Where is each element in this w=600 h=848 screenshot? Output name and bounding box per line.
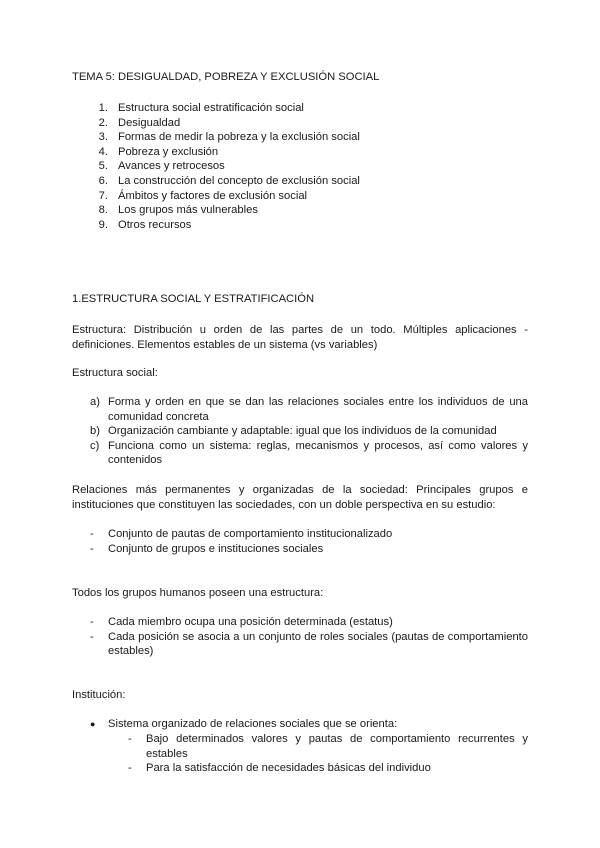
document-title: TEMA 5: DESIGUALDAD, POBREZA Y EXCLUSIÓN SOCIAL — [72, 71, 380, 83]
section-heading: 1.ESTRUCTURA SOCIAL Y ESTRATIFICACIÓN — [72, 293, 315, 305]
list-item-text — [108, 424, 528, 439]
abc-list — [90, 395, 528, 468]
toc-item — [88, 145, 508, 160]
list-marker: - — [90, 528, 94, 540]
estructura-definition — [72, 323, 528, 352]
list-line: comunidad concreta — [108, 410, 209, 423]
paragraph-line: Estructura: Distribución u orden de las partes de un todo. Múltiples aplicaciones - — [72, 324, 528, 336]
estructura-social-label: Estructura social: — [72, 367, 158, 379]
list-line: Bajo determinados valores y pautas de comportamiento recurrentes y — [146, 733, 528, 745]
list-item-text: Conjunto de grupos e instituciones sociales — [108, 542, 324, 555]
toc-label: Ámbitos y factores de exclusión social — [118, 189, 308, 202]
dash-list — [90, 615, 528, 659]
toc-number: 4. — [98, 145, 108, 158]
toc-number: 7. — [98, 189, 108, 202]
list-item — [128, 761, 528, 776]
toc-label: Los grupos más vulnerables — [118, 204, 258, 217]
toc-item — [88, 130, 508, 145]
list-item — [90, 717, 528, 732]
bullet-list — [90, 717, 528, 732]
list-item-text — [108, 630, 528, 659]
toc-item — [88, 116, 508, 131]
list-line: Cada posición se asocia a un conjunto de roles sociales (pautas de comportamiento — [108, 630, 528, 643]
paragraph-line: Relaciones más permanentes y organizadas de la sociedad: Principales grupos e — [72, 484, 528, 496]
toc-item — [88, 189, 508, 204]
list-line: Forma y orden en que se dan las relaciones sociales entre los individuos de una — [108, 396, 528, 408]
list-marker: a) — [90, 396, 100, 408]
toc-number: 6. — [98, 174, 108, 187]
list-line: estables) — [108, 645, 154, 657]
list-line: Para la satisfacción de necesidades básicas del individuo — [146, 762, 431, 774]
institucion-label: Institución: — [72, 689, 126, 701]
list-marker: c) — [90, 439, 100, 452]
list-item — [90, 630, 528, 659]
toc-label: La construcción del concepto de exclusión social — [118, 174, 360, 187]
list-item — [90, 542, 528, 557]
list-item-text — [146, 732, 528, 761]
toc-label: Desigualdad — [118, 116, 181, 129]
toc-label: Otros recursos — [118, 218, 192, 231]
toc-label: Avances y retrocesos — [118, 160, 225, 173]
toc-number: 2. — [98, 116, 108, 129]
list-line: Organización cambiante y adaptable: igual que los individuos de la comunidad — [108, 425, 497, 437]
table-of-contents — [88, 101, 508, 232]
toc-label: Estructura social estratificación social — [118, 102, 304, 114]
toc-number: 5. — [98, 160, 108, 173]
nested-dash-list — [128, 732, 528, 776]
list-item-text — [108, 439, 528, 468]
list-marker: b) — [90, 425, 100, 437]
list-marker: - — [90, 616, 94, 628]
list-item — [128, 732, 528, 761]
toc-item — [88, 174, 508, 189]
list-item — [90, 424, 528, 439]
list-item-text — [146, 761, 528, 776]
list-line: Funciona como un sistema: reglas, mecanismos y procesos, así como valores y — [108, 439, 528, 452]
list-item — [90, 615, 528, 630]
toc-number: 8. — [98, 204, 108, 217]
toc-item — [88, 203, 508, 218]
toc-label: Formas de medir la pobreza y la exclusión social — [118, 131, 360, 144]
bullet-marker: ● — [90, 719, 96, 729]
toc-number: 3. — [98, 131, 108, 144]
list-marker: - — [128, 762, 132, 774]
list-marker: - — [90, 630, 94, 643]
list-marker: - — [90, 542, 94, 555]
list-line: estables — [146, 747, 188, 760]
toc-item — [88, 101, 508, 116]
list-item — [90, 527, 528, 542]
list-item-text: Conjunto de pautas de comportamiento institucionalizado — [108, 528, 393, 540]
list-line: Cada miembro ocupa una posición determinada (estatus) — [108, 616, 393, 628]
list-marker: - — [128, 733, 132, 745]
list-item-text — [108, 615, 528, 630]
paragraph-line: definiciones. Elementos estables de un sistema (vs variables) — [72, 338, 378, 351]
list-item-text: Sistema organizado de relaciones sociales que se orienta: — [108, 718, 398, 730]
toc-item — [88, 159, 508, 174]
toc-item — [88, 218, 508, 233]
list-line: contenidos — [108, 454, 163, 466]
grupos-paragraph: Todos los grupos humanos poseen una estructura: — [72, 587, 324, 599]
toc-number: 1. — [98, 102, 108, 114]
dash-list — [90, 527, 528, 556]
paragraph-line: instituciones que constituyen las sociedades, con un doble perspectiva en su estudio: — [72, 498, 496, 511]
list-item — [90, 395, 528, 424]
toc-number: 9. — [98, 218, 108, 231]
relaciones-paragraph — [72, 483, 528, 512]
toc-label: Pobreza y exclusión — [118, 145, 219, 158]
list-item-text — [108, 395, 528, 424]
list-item — [90, 439, 528, 468]
